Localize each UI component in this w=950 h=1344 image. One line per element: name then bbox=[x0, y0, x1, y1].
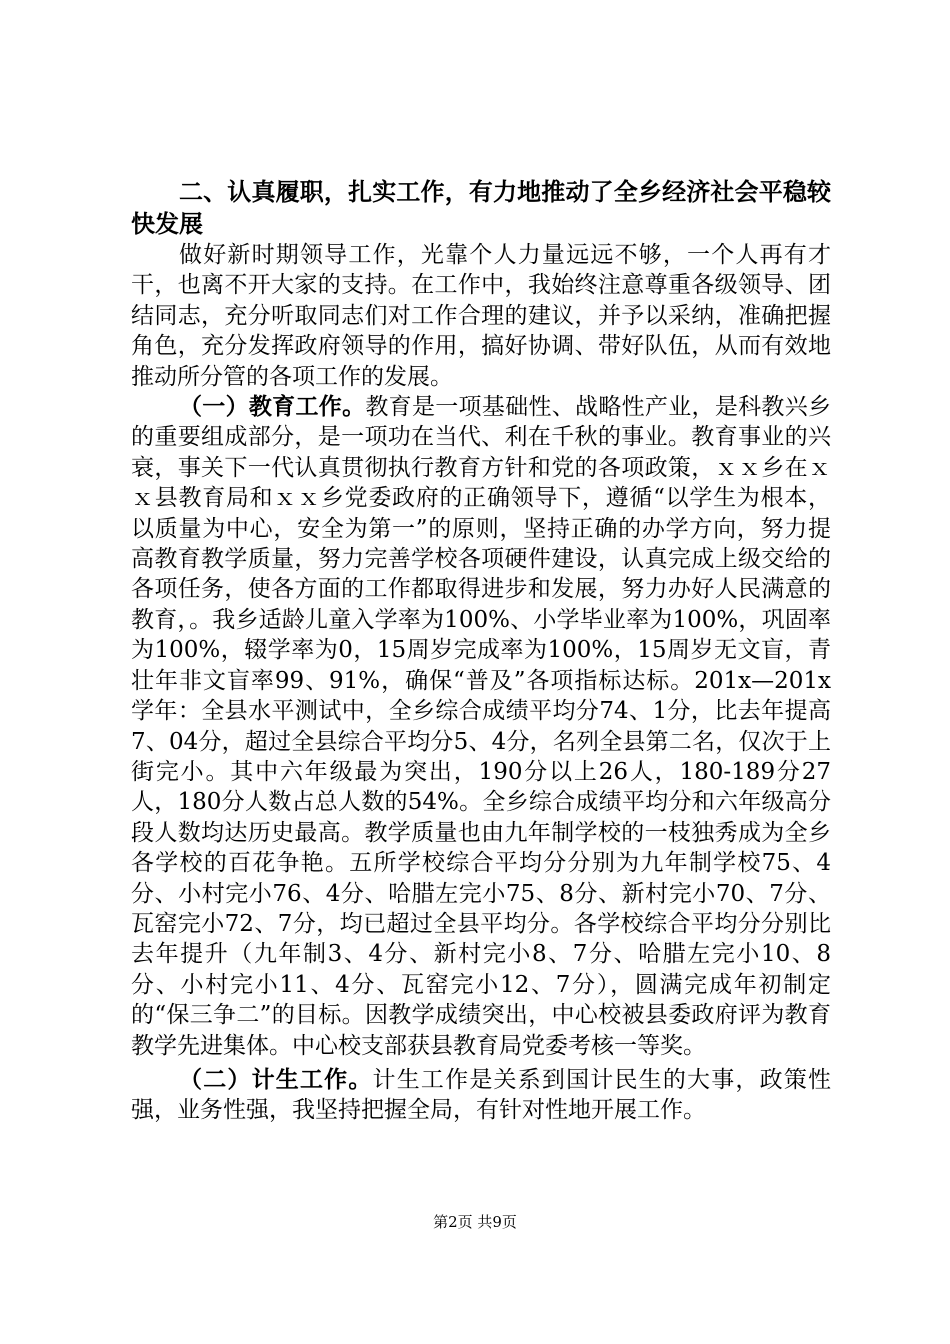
education-body: 教育是一项基础性、战略性产业，是科教兴乡的重要组成部分，是一项功在当代、利在千秋的事业。教育事业的兴衰，事关下一代认真贯彻执行教育方针和党的各项政策，ｘｘ乡在ｘｘ县教育局和ｘｘ乡党委政府的正确领导下，遵循“以学生为根本，以质量为中心，安全为第一”的原则，坚持正确的办学方向，努力提高教育教学质量，努力完善学校各项硬件建设，认真完成上级交给的各项任务，使各方面的工作都取得进步和发展，努力办好人民满意的教育，。我乡适龄儿童入学率为100%、小学毕业率为100%，巩固率为100%，辍学率为0，15周岁完成率为100%，15周岁无文盲，青壮年非文盲率99、91%，确保“普及”各项指标达标。201x—201x学年：全县水平测试中，全乡综合成绩平均分74、1分，比去年提高7、04分，超过全县综合平均分5、4分，名列全县第二名，仅次于上街完小。其中六年级最为突出，190分以上26人，180-189分27人，180分人数占总人数的54%。全乡综合成绩平均分和六年级高分段人数均达历史最高。教学质量也由九年制学校的一枝独秀成为全乡各学校的百花争艳。五所学校综合平均分分别为九年制学校75、4分、小村完小76、4分、哈腊左完小75、8分、新村完小70、7分、瓦窑完小72、7分，均已超过全县平均分。各学校综合平均分分别比去年提升（九年制3、4分、新村完小8、7分、哈腊左完小10、8分、小村完小11、4分、瓦窑完小12、7分），圆满完成年初制定的“保三争二”的目标。因教学成绩突出，中心校被县委政府评为教育教学先进集体。中心校支部获县教育局党委考核一等奖。 bbox=[131, 394, 832, 1059]
section-heading: 二、认真履职，扎实工作，有力地推动了全乡经济社会平稳较快发展 bbox=[131, 178, 831, 238]
paragraph-education bbox=[131, 392, 831, 1061]
page-footer: 第2页 共9页 bbox=[433, 1213, 517, 1231]
paragraph-family-planning bbox=[131, 1065, 831, 1126]
family-planning-lead: （二）计生工作。 bbox=[179, 1066, 373, 1093]
paragraph-intro: 做好新时期领导工作，光靠个人力量远远不够，一个人再有才干，也离不开大家的支持。在工作中，我始终注意尊重各级领导、团结同志，充分听取同志们对工作合理的建议，并予以采纳，准确把握角色，充分发挥政府领导的作用，搞好协调、带好队伍，从而有效地推动所分管的各项工作的发展。 bbox=[131, 242, 831, 390]
education-lead: （一）教育工作。 bbox=[179, 394, 366, 421]
family-planning-body: 计生工作是关系到国计民生的大事，政策性强，业务性强，我坚持把握全局，有针对性地开展工作。 bbox=[131, 1066, 832, 1124]
document-body bbox=[131, 176, 831, 1126]
